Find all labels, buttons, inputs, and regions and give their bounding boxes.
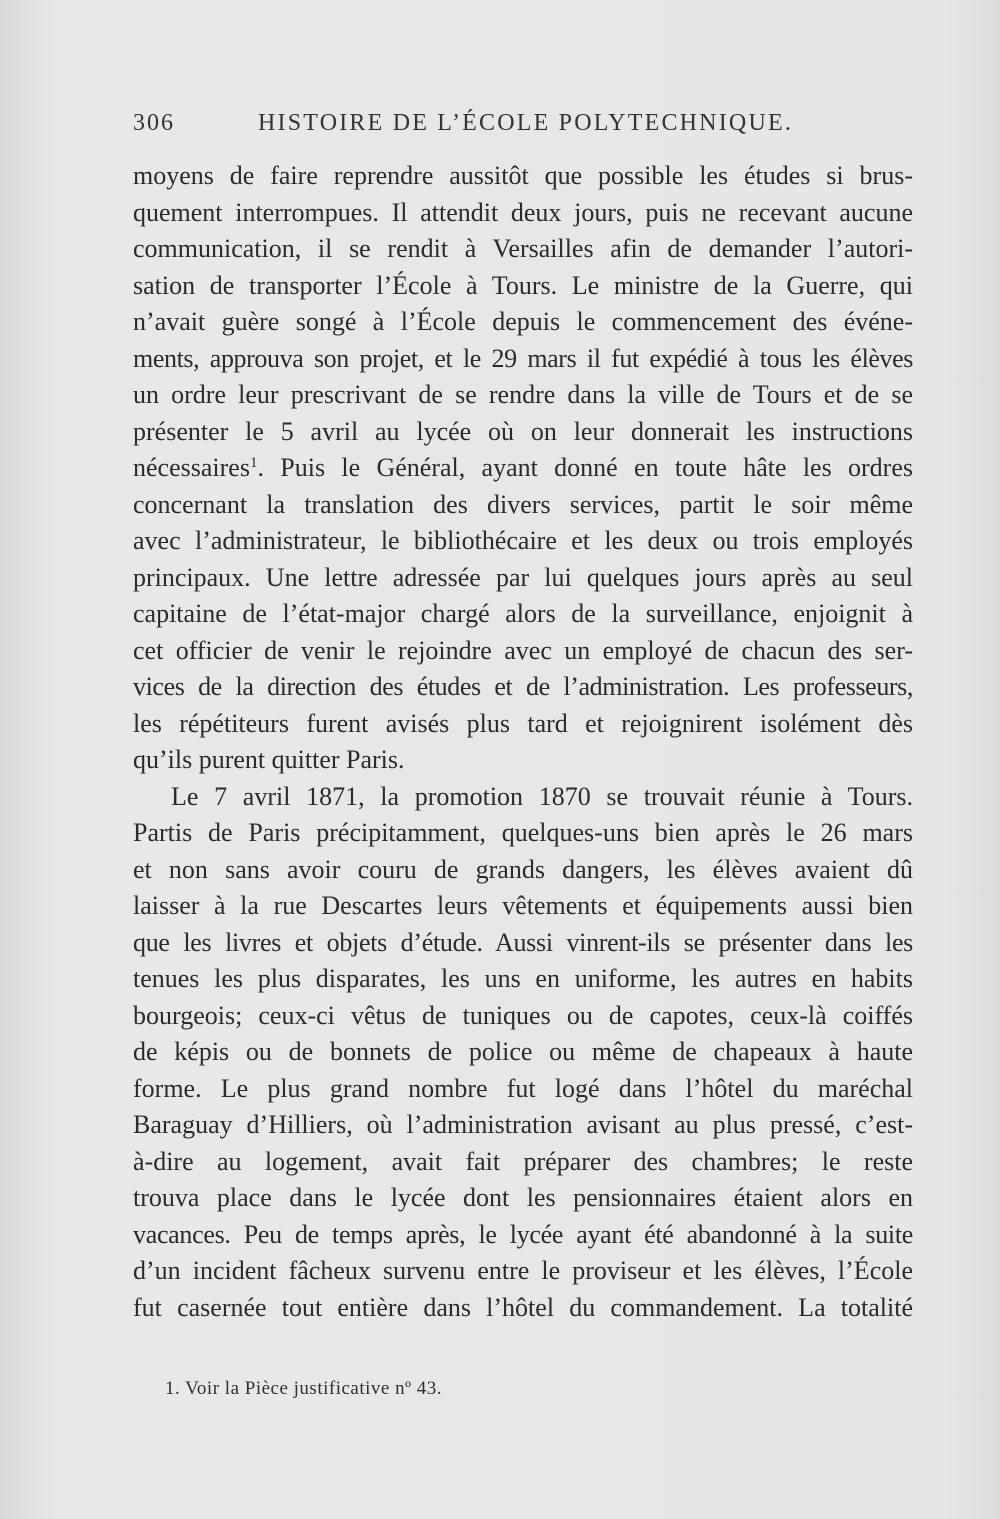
text-line: laisser à la rue Descartes leurs vêtements et équipements aussi bien xyxy=(133,891,913,920)
text-line: qu’ils purent quitter Paris. xyxy=(133,745,405,774)
text-line: un ordre leur prescrivant de se rendre dans la ville de Tours et de se xyxy=(133,380,913,409)
text-line-with-footnote-ref xyxy=(133,450,913,487)
text-line: bourgeois; ceux-ci vêtus de tuniques ou de capotes, ceux-là coiffés xyxy=(133,1000,913,1030)
text-line: sation de transporter l’École à Tours. Le ministre de la Guerre, qui xyxy=(133,270,913,300)
footnote: 1. Voir la Pièce justificative nº 43. xyxy=(165,1378,442,1399)
text-line: communication, il se rendit à Versailles afin de demander l’autori- xyxy=(133,234,913,263)
text-line: principaux. Une lettre adressée par lui quelques jours après au seul xyxy=(133,562,913,592)
text-line: Partis de Paris précipitamment, quelques-uns bien après le 26 mars xyxy=(133,818,913,847)
text-line: d’un incident fâcheux survenu entre le proviseur et les élèves, l’École xyxy=(133,1256,913,1285)
text-line: tenues les plus disparates, les uns en uniforme, les autres en habits xyxy=(133,964,913,993)
text-line: n’avait guère songé à l’École depuis le commencement des événe- xyxy=(133,307,913,336)
text-line: présenter le 5 avril au lycée où on leur donnerait les instructions xyxy=(133,416,913,446)
text-line: avec l’administrateur, le bibliothécaire et les deux ou trois employés xyxy=(133,526,913,555)
text-line: et non sans avoir couru de grands dangers, les élèves avaient dû xyxy=(133,854,913,884)
text-line: que les livres et objets d’étude. Aussi vinrent-ils se présenter dans les xyxy=(133,927,913,957)
text-line: à-dire au logement, avait fait préparer des chambres; le reste xyxy=(133,1146,913,1176)
text-line: capitaine de l’état-major chargé alors de la surveillance, enjoignit à xyxy=(133,599,913,628)
text-line: Baraguay d’Hilliers, où l’administration avisant au plus pressé, c’est- xyxy=(133,1110,913,1139)
text-line: quement interrompues. Il attendit deux jours, puis ne recevant aucune xyxy=(133,197,913,227)
text-line: vacances. Peu de temps après, le lycée ayant été abandonné à la suite xyxy=(133,1219,913,1249)
text-line: forme. Le plus grand nombre fut logé dans l’hôtel du maréchal xyxy=(133,1073,913,1103)
text-line: concernant la translation des divers services, partit le soir même xyxy=(133,489,913,519)
text-line: de képis ou de bonnets de police ou même de chapeaux à haute xyxy=(133,1037,913,1066)
footnote-ref: 1 xyxy=(249,455,258,471)
text-line: cet officier de venir le rejoindre avec un employé de chacun des ser- xyxy=(133,635,913,665)
text-line: les répétiteurs furent avisés plus tard et rejoignirent isolément dès xyxy=(133,708,913,738)
text-line: fut casernée tout entière dans l’hôtel du commandement. La totalité xyxy=(133,1292,913,1322)
text-line: moyens de faire reprendre aussitôt que possible les études si brus- xyxy=(133,161,913,190)
paragraph-first-line: Le 7 avril 1871, la promotion 1870 se trouvait réunie à Tours. xyxy=(171,781,913,811)
text-line: trouva place dans le lycée dont les pensionnaires étaient alors en xyxy=(133,1183,913,1212)
body-text xyxy=(133,158,913,1326)
running-head xyxy=(133,110,913,142)
page-number: 306 xyxy=(133,110,175,136)
text-fragment: . Puis le Général, ayant donné en toute hâte les ordres xyxy=(257,453,913,482)
text-line: vices de la direction des études et de l’administration. Les professeurs, xyxy=(133,672,913,701)
text-line: ments, approuva son projet, et le 29 mars il fut expédié à tous les élèves xyxy=(133,343,913,373)
running-title: HISTOIRE DE L’ÉCOLE POLYTECHNIQUE. xyxy=(258,110,794,136)
text-fragment: nécessaires xyxy=(133,453,250,482)
